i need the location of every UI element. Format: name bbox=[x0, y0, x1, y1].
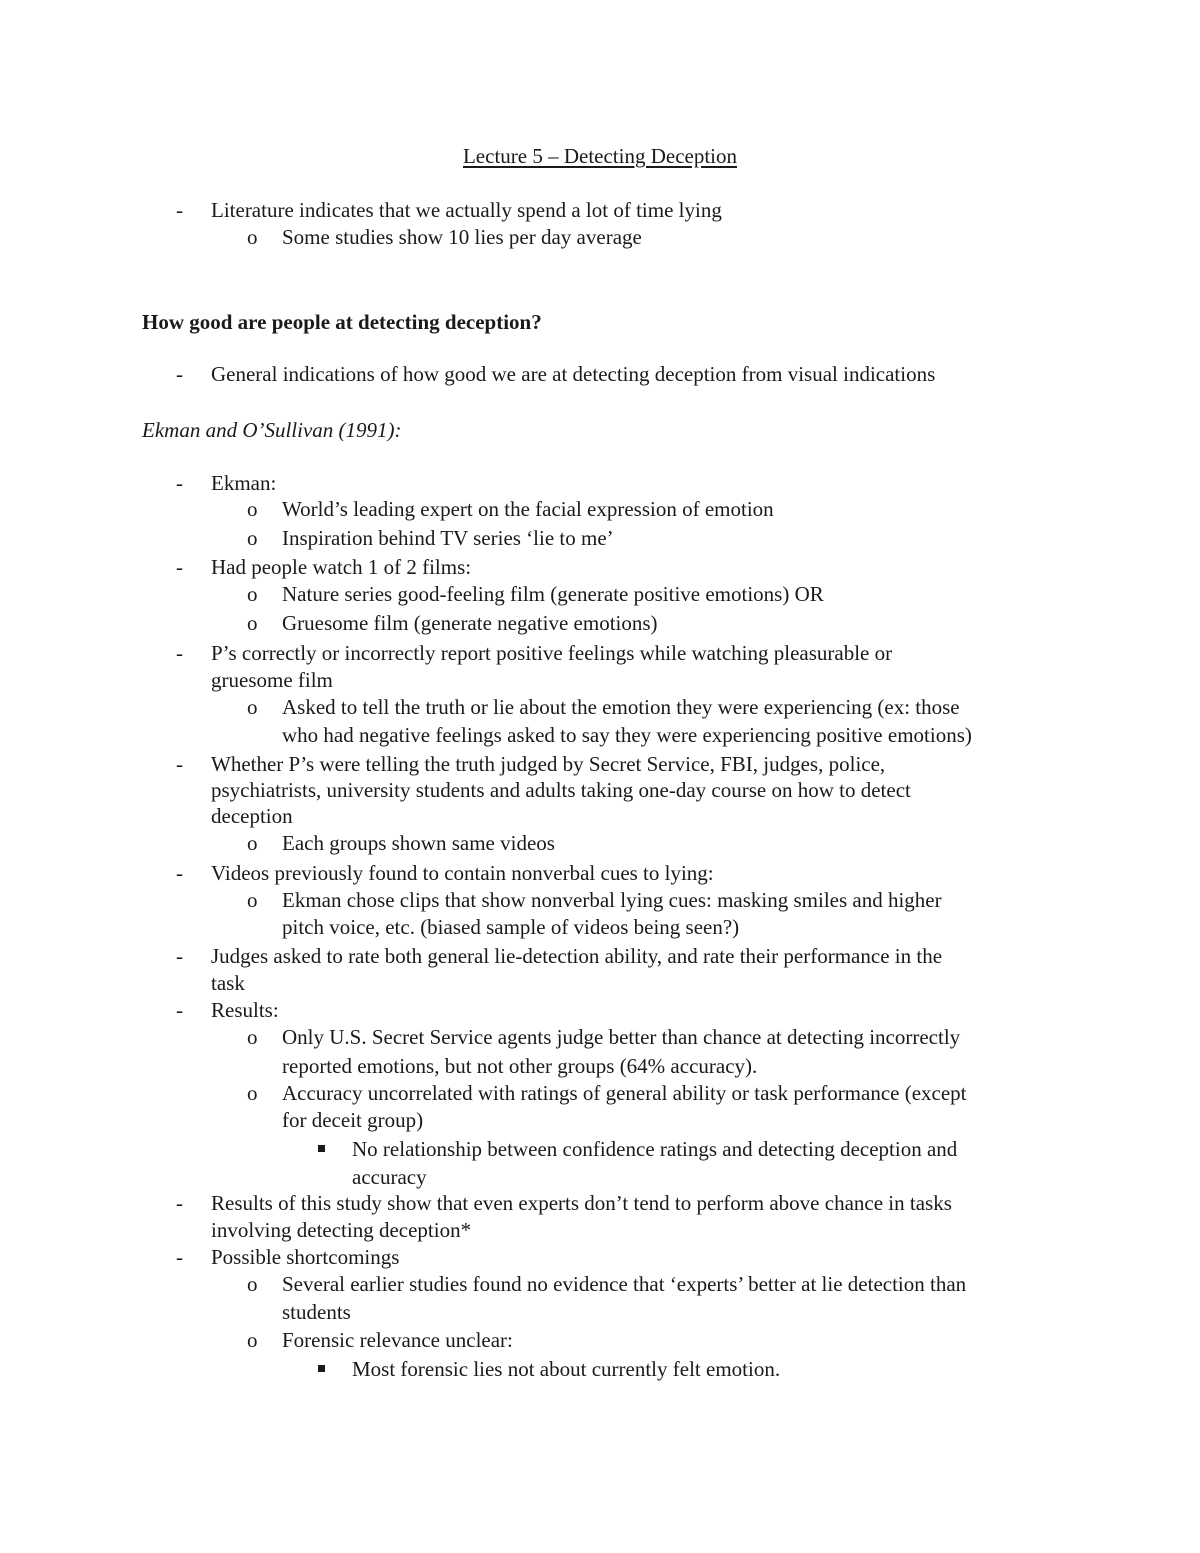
list-item: Ekman: bbox=[211, 471, 277, 495]
list-item-line: gruesome film bbox=[211, 668, 333, 692]
circle-bullet: o bbox=[247, 497, 258, 521]
list-subitem: Each groups shown same videos bbox=[282, 831, 555, 855]
dash-bullet: - bbox=[176, 555, 183, 579]
list-subitem-line: Asked to tell the truth or lie about the emotion they were experiencing (ex: those bbox=[282, 695, 960, 719]
circle-bullet: o bbox=[247, 695, 258, 719]
dash-bullet: - bbox=[176, 198, 183, 222]
list-item: Literature indicates that we actually spend a lot of time lying bbox=[211, 198, 722, 222]
list-subsubitem-line: accuracy bbox=[352, 1165, 427, 1189]
list-subitem: Forensic relevance unclear: bbox=[282, 1328, 513, 1352]
list-subitem: Gruesome film (generate negative emotions) bbox=[282, 611, 658, 635]
circle-bullet: o bbox=[247, 888, 258, 912]
circle-bullet: o bbox=[247, 526, 258, 550]
circle-bullet: o bbox=[247, 831, 258, 855]
list-item-line: Results of this study show that even experts don’t tend to perform above chance in tasks bbox=[211, 1191, 952, 1215]
list-item-line: Judges asked to rate both general lie-detection ability, and rate their performance in the bbox=[211, 944, 943, 968]
circle-bullet: o bbox=[247, 225, 258, 249]
dash-bullet: - bbox=[176, 1245, 183, 1269]
square-bullet-icon bbox=[318, 1145, 325, 1152]
list-subsubitem-line: No relationship between confidence ratings and detecting deception and bbox=[352, 1137, 958, 1161]
list-subitem-line: students bbox=[282, 1300, 351, 1324]
list-subitem-line: reported emotions, but not other groups (64% accuracy). bbox=[282, 1054, 758, 1078]
circle-bullet: o bbox=[247, 611, 258, 635]
list-item-line: deception bbox=[211, 804, 293, 828]
dash-bullet: - bbox=[176, 861, 183, 885]
list-item: Had people watch 1 of 2 films: bbox=[211, 555, 472, 579]
dash-bullet: - bbox=[176, 752, 183, 776]
dash-bullet: - bbox=[176, 471, 183, 495]
list-subitem-line: Ekman chose clips that show nonverbal lying cues: masking smiles and higher bbox=[282, 888, 942, 912]
circle-bullet: o bbox=[247, 1328, 258, 1352]
square-bullet-icon bbox=[318, 1365, 325, 1372]
page-title: Lecture 5 – Detecting Deception bbox=[462, 144, 738, 168]
list-subitem: World’s leading expert on the facial expression of emotion bbox=[282, 497, 774, 521]
list-subitem: Nature series good-feeling film (generate positive emotions) OR bbox=[282, 582, 824, 606]
list-subitem: Some studies show 10 lies per day average bbox=[282, 225, 642, 249]
list-item-line: Whether P’s were telling the truth judged by Secret Service, FBI, judges, police, bbox=[211, 752, 886, 776]
list-subitem-line: who had negative feelings asked to say they were experiencing positive emotions) bbox=[282, 723, 972, 747]
dash-bullet: - bbox=[176, 944, 183, 968]
section-heading: Ekman and O’Sullivan (1991): bbox=[142, 418, 402, 442]
list-item: Possible shortcomings bbox=[211, 1245, 400, 1269]
list-subitem-line: for deceit group) bbox=[282, 1108, 424, 1132]
circle-bullet: o bbox=[247, 1025, 258, 1049]
dash-bullet: - bbox=[176, 998, 183, 1022]
list-subitem-line: Only U.S. Secret Service agents judge better than chance at detecting incorrectly bbox=[282, 1025, 961, 1049]
list-item: Results: bbox=[211, 998, 279, 1022]
list-subitem-line: Accuracy uncorrelated with ratings of general ability or task performance (except bbox=[282, 1081, 967, 1105]
dash-bullet: - bbox=[176, 1191, 183, 1215]
list-subitem: Inspiration behind TV series ‘lie to me’ bbox=[282, 526, 614, 550]
list-item-line: psychiatrists, university students and adults taking one-day course on how to detect bbox=[211, 778, 911, 802]
list-subsubitem: Most forensic lies not about currently felt emotion. bbox=[352, 1357, 781, 1381]
list-subitem-line: Several earlier studies found no evidence that ‘experts’ better at lie detection than bbox=[282, 1272, 967, 1296]
list-subitem-line: pitch voice, etc. (biased sample of videos being seen?) bbox=[282, 915, 740, 939]
list-item-line: involving detecting deception* bbox=[211, 1218, 472, 1242]
list-item-line: P’s correctly or incorrectly report positive feelings while watching pleasurable or bbox=[211, 641, 893, 665]
list-item: Videos previously found to contain nonverbal cues to lying: bbox=[211, 861, 714, 885]
dash-bullet: - bbox=[176, 641, 183, 665]
circle-bullet: o bbox=[247, 582, 258, 606]
circle-bullet: o bbox=[247, 1081, 258, 1105]
section-heading: How good are people at detecting deception? bbox=[142, 310, 542, 334]
list-item-line: task bbox=[211, 971, 245, 995]
dash-bullet: - bbox=[176, 362, 183, 386]
circle-bullet: o bbox=[247, 1272, 258, 1296]
list-item: General indications of how good we are at detecting deception from visual indications bbox=[211, 362, 936, 386]
